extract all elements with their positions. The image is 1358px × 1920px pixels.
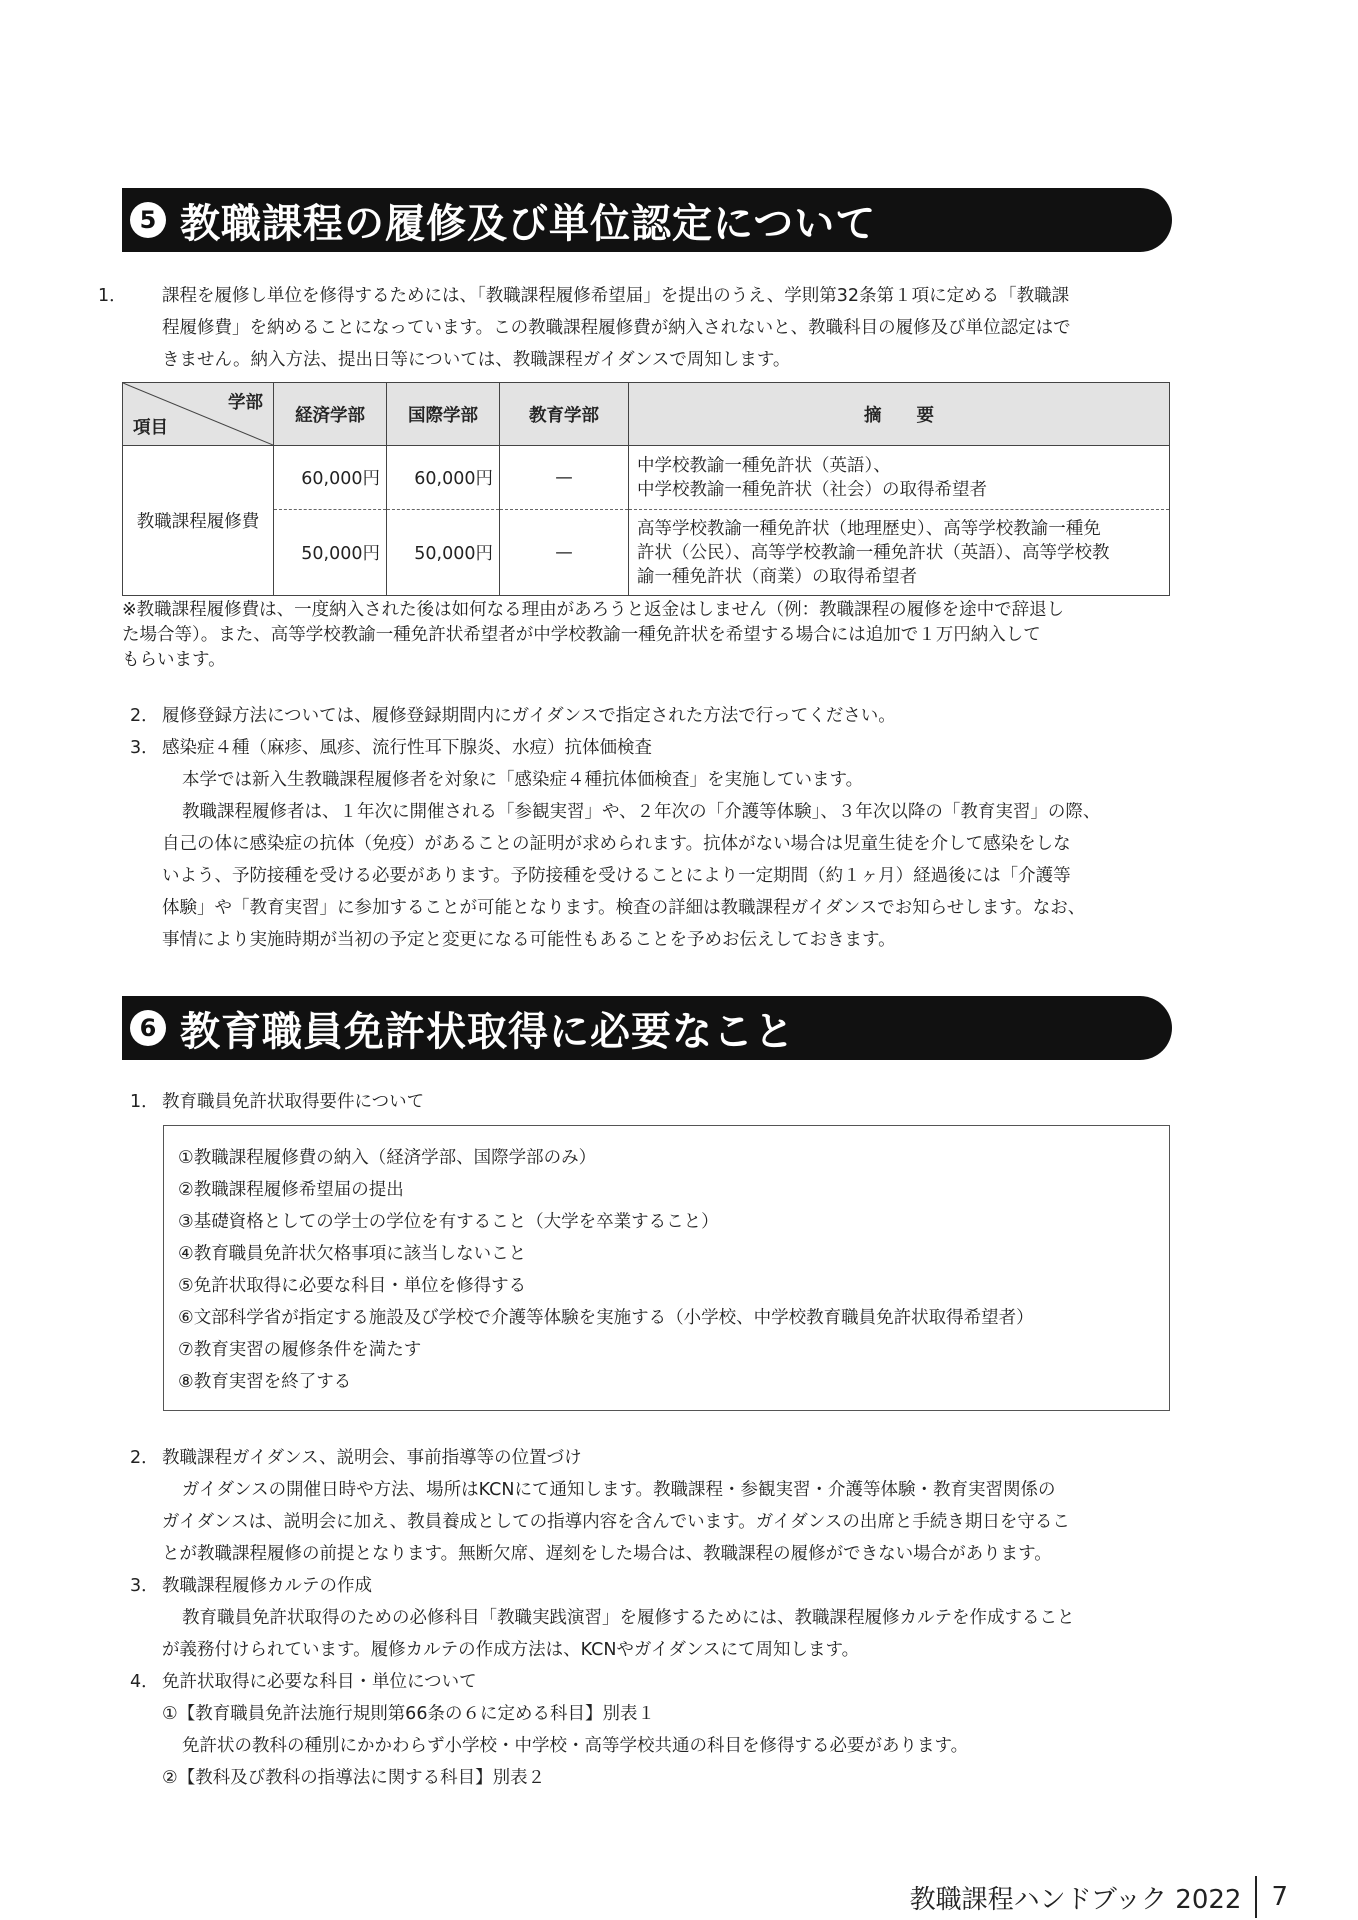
list-item: ③基礎資格としての学士の学位を有すること（大学を卒業すること） — [178, 1212, 719, 1232]
requirements-box — [163, 1125, 1170, 1411]
fee-table — [122, 382, 1170, 596]
section-5-header — [122, 188, 1172, 252]
section-number: 6 — [130, 1010, 166, 1046]
section-6-header — [122, 996, 1172, 1060]
section-title: 教育職員免許状取得に必要なこと — [180, 1008, 795, 1055]
col-header-econ: 経済学部 — [274, 383, 387, 446]
col-header-edu: 教育学部 — [500, 383, 629, 446]
list-item: ⑥文部科学省が指定する施設及び学校で介護等体験を実施する（小学校、中学校教育職員免許状取得希望者） — [178, 1308, 1034, 1328]
table-row: 50,000円 50,000円 — 高等学校教諭一種免許状（地理歴史）、高等学校教諭一種免 許状（公民）、高等学校教諭一種免許状（英語）、高等学校教 諭一種免許状（商業）の取得希望者 — [123, 510, 1170, 596]
list-item: ⑧教育実習を終了する — [178, 1372, 352, 1392]
s6-items-2-4: 2． 教職課程ガイダンス、説明会、事前指導等の位置づけ ガイダンスの開催日時や方法、場所はKCNにて通知します。教職課程・参観実習・介護等体験・教育実習関係の ガイダンスは、説明会に加え、教員養成としての指導内容を含んでいます。ガイダンスの出席と手続き期日を守るこ とが教職課程履修の前提となります。無断欠席、遅刻をした場合は、教職課程の履修ができない場合があります。 3． 教職課程履修カルテの作成 教育職員免許状取得のための必修科目「教職実践演習」を履修するためには、教職課程履修カルテを作成すること が義務付けられています。履修カルテの作成方法は、KCNやガイダンスにて周知します。 4． 免許状取得に必要な科目・単位について ①【教育職員免許法施行規則第66条の６に定める科目】別表１ 免許状の教科の種別にかかわらず小学校・中学校・高等学校共通の科目を修得する必要があります。 ②【教科及び教科の指導法に関する科目】別表２ — [130, 1448, 1075, 1788]
s5-item1: 1． 課程を履修し単位を修得するためには、「教職課程履修希望届」を提出のうえ、学則第32条第１項に定める「教職課 程履修費」を納めることになっています。この教職課程履修費が納入されないと、教職科目の履修及び単位認定はで きません。納入方法、提出日等については、教職課程ガイダンスで周知します。 — [98, 286, 1071, 370]
handbook-title: 教職課程ハンドブック 2022 — [909, 1884, 1242, 1915]
col-header-intl: 国際学部 — [387, 383, 500, 446]
footer-divider — [1255, 1876, 1257, 1918]
table-row: 教職課程履修費 60,000円 60,000円 — 中学校教諭一種免許状（英語）、 中学校教諭一種免許状（社会）の取得希望者 — [123, 446, 1170, 510]
table-note: ※教職課程履修費は、一度納入された後は如何なる理由があろうと返金はしません（例：教職課程の履修を途中で辞退し た場合等）。また、高等学校教諭一種免許状希望者が中学校教諭一種免許状を希望する場合には追加で１万円納入して もらいます。 — [122, 600, 1065, 670]
list-item: ⑤免許状取得に必要な科目・単位を修得する — [178, 1276, 527, 1296]
page-footer — [910, 1876, 1288, 1918]
list-item: ④教育職員免許状欠格事項に該当しないこと — [178, 1244, 527, 1264]
table-corner-cell: 学部 項目 — [123, 383, 274, 446]
s6-item1: 1． 教育職員免許状取得要件について — [130, 1092, 425, 1112]
s5-items-2-3: 2． 履修登録方法については、履修登録期間内にガイダンスで指定された方法で行ってください。 3． 感染症４種（麻疹、風疹、流行性耳下腺炎、水痘）抗体価検査 本学では新入生教職課程履修者を対象に「感染症４種抗体価検査」を実施しています。 教職課程履修者は、１年次に開催される「参観実習」や、２年次の「介護等体験」、３年次以降の「教育実習」の際、 自己の体に感染症の抗体（免疫）があることの証明が求められます。抗体がない場合は児童生徒を介して感染をしな いよう、予防接種を受ける必要があります。予防接種を受けることにより一定期間（約１ヶ月）経過後には「介護等 体験」や「教育実習」に参加することが可能となります。検査の詳細は教職課程ガイダンスでお知らせします。なお、 事情により実施時期が当初の予定と変更になる可能性もあることを予めお伝えしておきます。 — [130, 706, 1101, 950]
list-item: ②教職課程履修希望届の提出 — [178, 1180, 404, 1200]
page-number: 7 — [1271, 1882, 1288, 1912]
section-title: 教職課程の履修及び単位認定について — [180, 200, 877, 247]
section-number: 5 — [130, 202, 166, 238]
row-label: 教職課程履修費 — [123, 446, 274, 596]
list-item: ①教職課程履修費の納入（経済学部、国際学部のみ） — [178, 1148, 597, 1168]
list-item: ⑦教育実習の履修条件を満たす — [178, 1340, 422, 1360]
col-header-note: 摘 要 — [629, 383, 1170, 446]
